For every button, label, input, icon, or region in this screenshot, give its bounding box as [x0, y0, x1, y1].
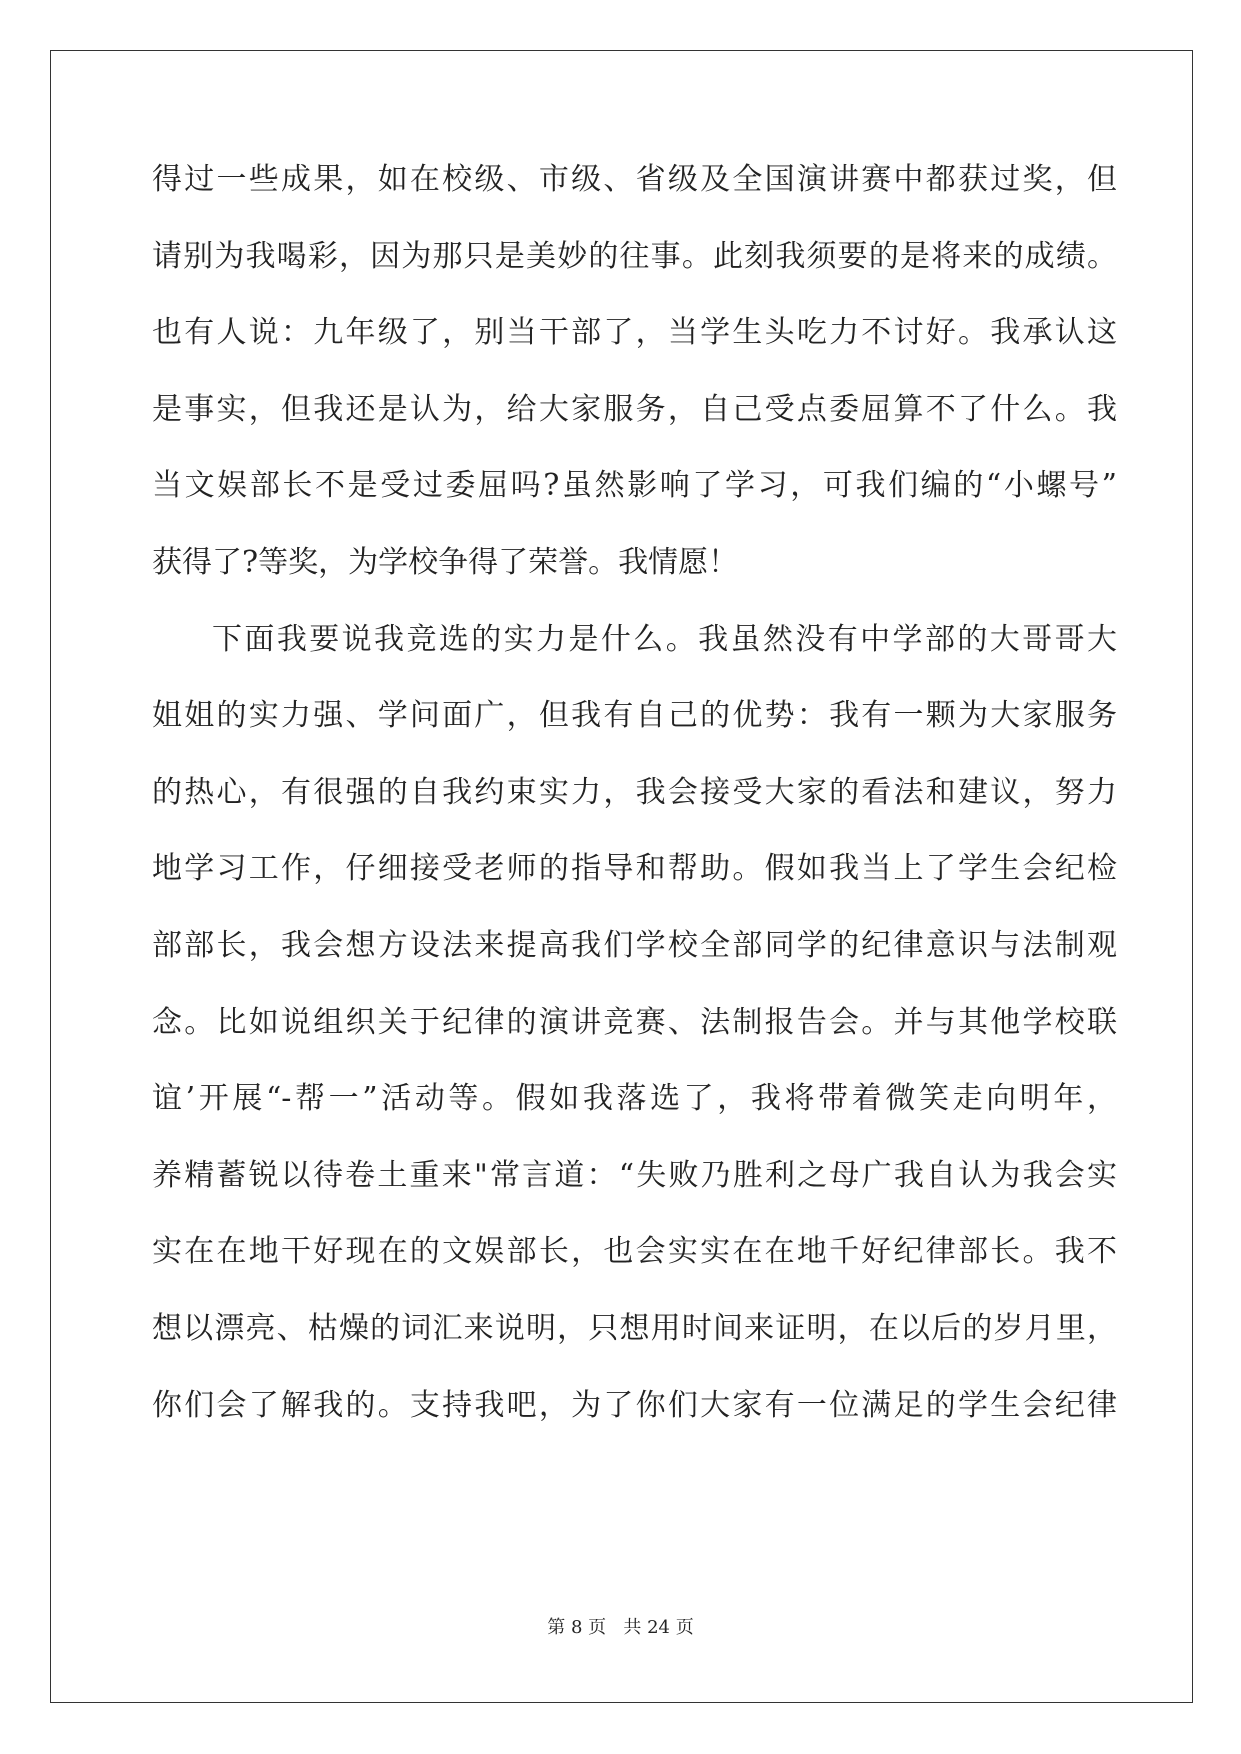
text-line-8: 姐姐的实力强、学问面广，但我有自己的优势：我有一颗为大家服务 [152, 698, 1117, 734]
text-line-15: 实在在地干好现在的文娱部长，也会实实在在地千好纪律部长。我不 [152, 1234, 1117, 1270]
text-line-12: 念。比如说组织关于纪律的演讲竞赛、法制报告会。并与其他学校联 [152, 1004, 1117, 1040]
page-footer [0, 1613, 1241, 1639]
text-line-5: 当文娱部长不是受过委屈吗?虽然影响了学习，可我们编的“小螺号” [152, 468, 1117, 504]
body-text [152, 160, 1117, 1462]
text-line-14: 养精蓄锐以待卷土重来"常言道：“失败乃胜利之母广我自认为我会实 [152, 1157, 1117, 1193]
text-line-7: 下面我要说我竞选的实力是什么。我虽然没有中学部的大哥哥大 [212, 621, 1117, 657]
text-line-11: 部部长，我会想方设法来提高我们学校全部同学的纪律意识与法制观 [152, 927, 1117, 963]
text-line-2: 请别为我喝彩，因为那只是美妙的往事。此刻我须要的是将来的成绩。 [152, 238, 1117, 274]
text-line-17: 你们会了解我的。支持我吧，为了你们大家有一位满足的学生会纪律 [152, 1387, 1117, 1423]
text-line-3: 也有人说：九年级了，别当干部了，当学生头吃力不讨好。我承认这 [152, 315, 1117, 351]
text-line-13: 谊’开展“-帮一”活动等。假如我落选了，我将带着微笑走向明年， [152, 1081, 1117, 1117]
text-line-9: 的热心，有很强的自我约束实力，我会接受大家的看法和建议，努力 [152, 774, 1117, 810]
page-number-total: 共 24 页 [623, 1617, 694, 1638]
text-line-6: 获得了?等奖，为学校争得了荣誉。我情愿！ [152, 544, 739, 580]
page-number-current: 第 8 页 [547, 1617, 607, 1638]
text-line-10: 地学习工作，仔细接受老师的指导和帮助。假如我当上了学生会纪检 [152, 851, 1117, 887]
text-line-16: 想以漂亮、枯燥的词汇来说明，只想用时间来证明，在以后的岁月里， [152, 1310, 1117, 1346]
text-line-1: 得过一些成果，如在校级、市级、省级及全国演讲赛中都获过奖，但 [152, 162, 1117, 197]
text-line-4: 是事实，但我还是认为，给大家服务，自己受点委屈算不了什么。我 [152, 391, 1117, 427]
